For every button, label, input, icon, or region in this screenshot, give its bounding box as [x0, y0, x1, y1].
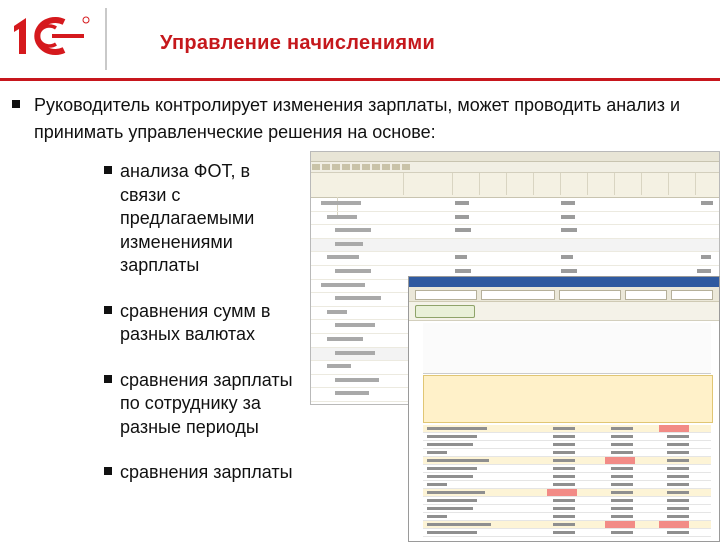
report-row	[423, 457, 711, 465]
sub-point	[104, 461, 294, 485]
report-row	[423, 441, 711, 449]
report-row	[423, 489, 711, 497]
logo-1c	[12, 14, 92, 58]
sub-point-text: сравнения зарплаты по сотруднику за разные периоды	[120, 369, 293, 437]
report-header	[423, 323, 711, 374]
bullet-square-icon	[104, 467, 112, 475]
report-row	[423, 513, 711, 521]
report-row	[423, 497, 711, 505]
report-toolbar	[409, 302, 719, 321]
report-row	[423, 505, 711, 513]
report-row	[423, 521, 711, 529]
table-row	[311, 239, 719, 253]
sub-point	[104, 369, 294, 440]
page-title: Управление начислениями	[160, 32, 436, 54]
report-sheet	[423, 323, 711, 539]
report-row	[423, 425, 711, 433]
bullet-square-icon	[104, 375, 112, 383]
report-settings-bar	[409, 287, 719, 302]
table-row	[311, 212, 719, 226]
table-row	[311, 225, 719, 239]
header-divider	[105, 8, 107, 70]
window-titlebar	[311, 152, 719, 162]
main-point-text: Руководитель контролирует изменения зарплаты, может проводить анализ и принимать управленческие решения на основе:	[34, 95, 681, 142]
report-column-header	[423, 375, 713, 423]
report-row	[423, 433, 711, 441]
report-row	[423, 529, 711, 537]
bullet-square-icon	[104, 306, 112, 314]
table-row	[311, 198, 719, 212]
sub-points-list	[104, 160, 294, 507]
bullet-square-icon	[12, 100, 20, 108]
sub-point-text: сравнения сумм в разных валютах	[120, 300, 271, 344]
sub-point-text: анализа ФОТ, в связи с предлагаемыми изменениями зарплаты	[120, 161, 255, 275]
report-row	[423, 473, 711, 481]
table-header	[311, 173, 719, 198]
staffing-analysis-screenshot	[408, 276, 720, 542]
header-rule	[0, 78, 720, 81]
toolbar	[311, 162, 719, 173]
window-titlebar	[409, 277, 719, 287]
report-row	[423, 465, 711, 473]
sub-point	[104, 160, 294, 278]
sub-point-text: сравнения зарплаты	[120, 462, 293, 482]
table-row	[311, 252, 719, 266]
report-row	[423, 449, 711, 457]
report-row	[423, 481, 711, 489]
bullet-square-icon	[104, 166, 112, 174]
generate-report-button[interactable]	[415, 305, 475, 318]
sub-point	[104, 300, 294, 347]
